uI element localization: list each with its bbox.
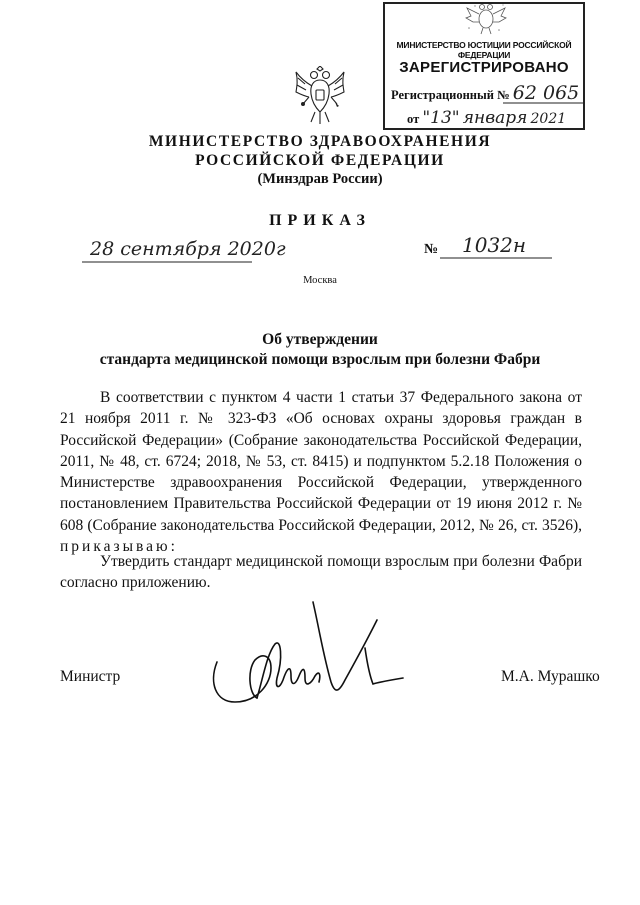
signatory-name: М.А. Мурашко [501, 668, 600, 685]
stamp-reg-label: Регистрационный № [391, 88, 510, 102]
stamp-date-year: 2021 [530, 111, 567, 127]
order-number-label: № [424, 242, 439, 257]
order-date-handwritten: 28 сентября 2020г [90, 238, 286, 260]
stamp-date [407, 108, 566, 128]
stamp-reg-number: 62 065 [512, 82, 580, 104]
document-type-heading: ПРИКАЗ [269, 212, 371, 229]
city: Москва [303, 275, 337, 286]
stamp-registration [391, 82, 579, 104]
registration-stamp [383, 2, 585, 130]
number-underline [440, 257, 552, 259]
stamp-date-day: "13" [422, 108, 460, 128]
ministry-short-name: (Минздрав России) [257, 171, 383, 187]
stamp-reg-underline [503, 102, 585, 104]
order-title-line1: Об утверждении [262, 331, 378, 348]
date-underline [82, 261, 252, 263]
ministry-name-line2: РОССИЙСКОЙ ФЕДЕРАЦИИ [195, 152, 445, 169]
body-paragraph-2: Утвердить стандарт медицинской помощи взрослым при болезни Фабри согласно приложению. [60, 553, 582, 592]
body-paragraph-1-text: В соответствии с пунктом 4 части 1 статьи 37 Федерального закона от 21 ноября 2011 г. № 323-ФЗ «Об основах охраны здоровья граждан в Российской Федерации» (Собрание законодательства Российской Федерации, 2011, № 48, ст. 6724; 2018, № 53, ст. 8415) и подпунктом 5.2.18 Положения о Министерстве здравоохранения Российской Федерации, утвержденного постановлением Правительства Российской Федерации от 19 июня 2012 г. № 608 (Собрание законодательства Российской Федерации, 2012, № 26, ст. 3526), [60, 389, 582, 534]
signatory-position: Министр [60, 668, 121, 685]
ministry-name-line1: МИНИСТЕРСТВО ЗДРАВООХРАНЕНИЯ [148, 133, 492, 150]
body-paragraph-1 [60, 387, 582, 557]
order-word: приказываю: [60, 538, 178, 556]
stamp-department: МИНИСТЕРСТВО ЮСТИЦИИ РОССИЙСКОЙ ФЕДЕРАЦИИ [396, 40, 572, 60]
stamp-date-month: января [462, 108, 528, 128]
stamp-eagle-emblem-icon [463, 2, 509, 36]
order-number-handwritten: 1032н [462, 233, 527, 257]
stamp-title: ЗАРЕГИСТРИРОВАНО [399, 59, 569, 76]
stamp-date-prefix: от [407, 112, 420, 126]
order-title-line2: стандарта медицинской помощи взрослым при болезни Фабри [99, 351, 541, 368]
handwritten-signature [205, 598, 405, 710]
coat-of-arms-icon [293, 66, 347, 126]
